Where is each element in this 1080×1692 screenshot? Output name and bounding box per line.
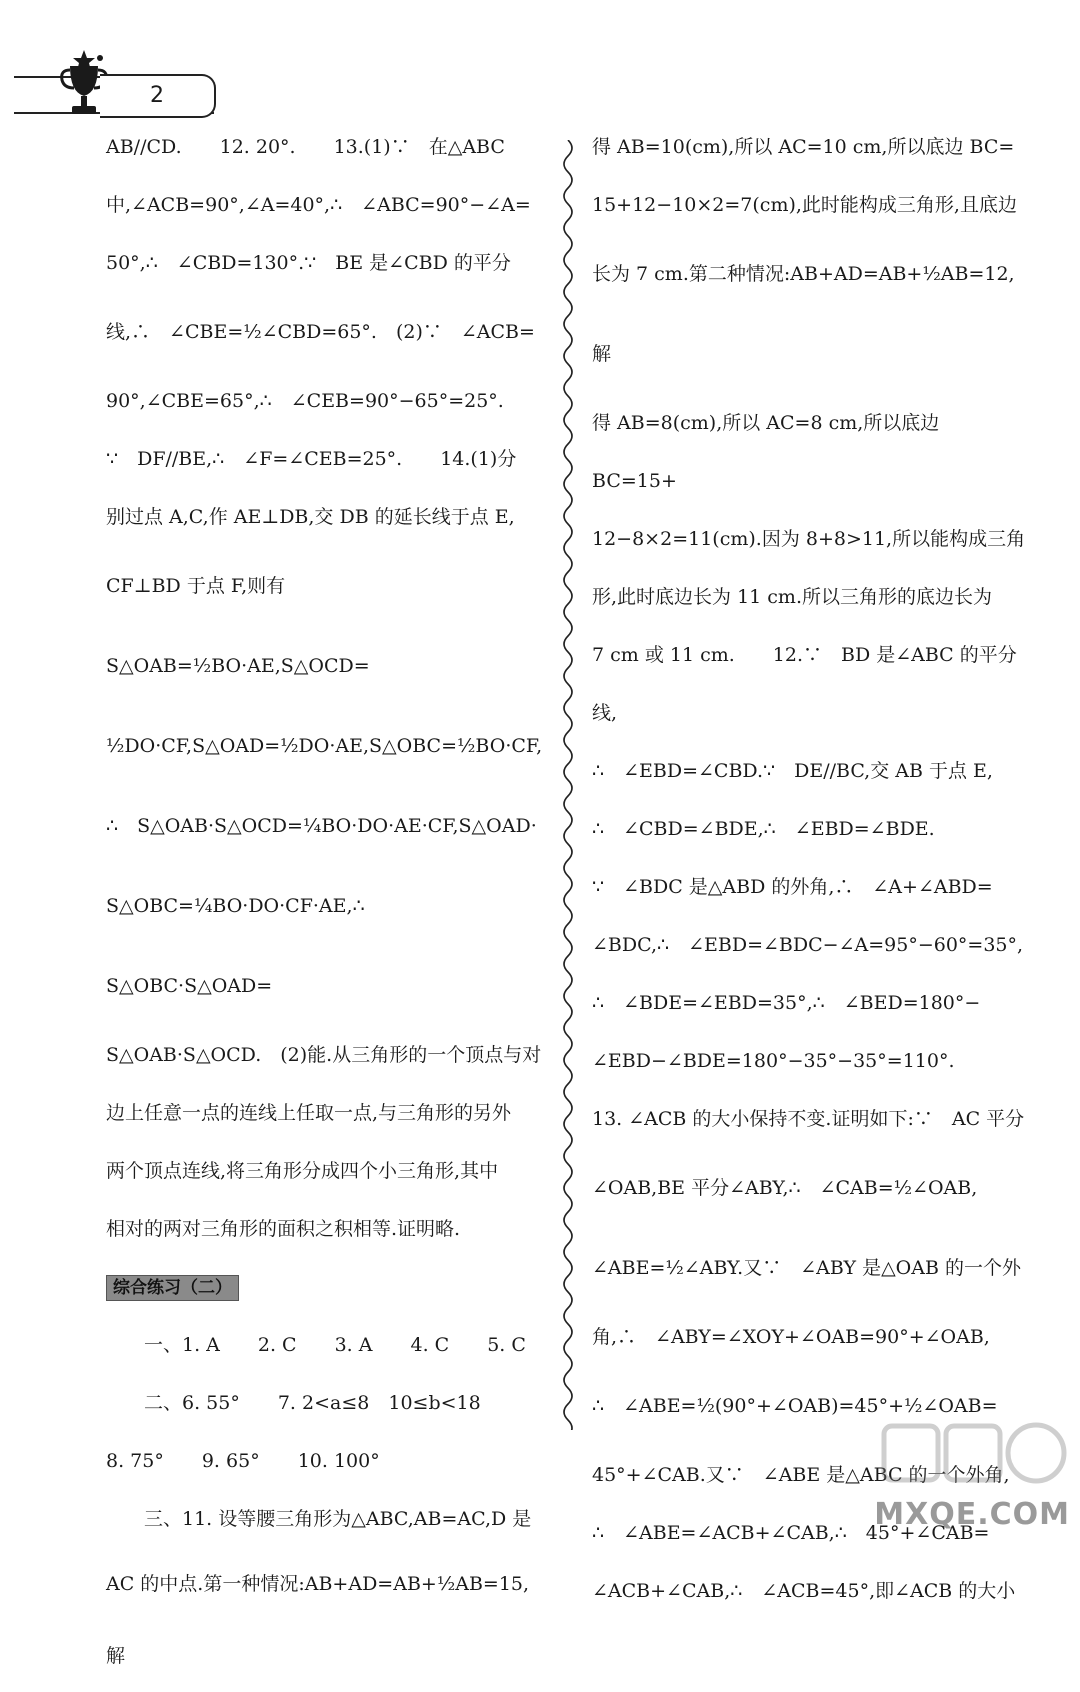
text-line: ∴ ∠ABE=½(90°+∠OAB)=45°+½∠OAB= (592, 1395, 998, 1417)
text-line: ∴ ∠EBD=∠CBD.∵ DE//BC,交 AB 于点 E, (592, 760, 993, 782)
text-line: CF⊥BD 于点 F,则有 S△OAB=½BO·AE,S△OCD= (106, 575, 370, 677)
text-line: ∠ABE=½∠ABY.又∵ ∠ABY 是△OAB 的一个外 (592, 1257, 1021, 1279)
answer-line: 二、6. 55° 7. 2<a≤8 10≤b<18 (106, 1392, 481, 1414)
text-line: ∴ ∠CBD=∠BDE,∴ ∠EBD=∠BDE. (592, 818, 935, 840)
text-line: ∵ DF//BE,∴ ∠F=∠CEB=25°. 14.(1)分 (106, 448, 517, 470)
text-line: AB//CD. 12. 20°. 13.(1)∵ 在△ABC (106, 136, 505, 158)
section-badge: 综合练习（二） (106, 1275, 239, 1301)
text-line: 长为 7 cm.第二种情况:AB+AD=AB+½AB=12,解 (592, 263, 1015, 365)
text-line: 角,∴ ∠ABY=∠XOY+∠OAB=90°+∠OAB, (592, 1326, 990, 1348)
text-line: ∠OAB,BE 平分∠ABY,∴ ∠CAB=½∠OAB, (592, 1177, 978, 1199)
text-line: 45°+∠CAB.又∵ ∠ABE 是△ABC 的一个外角, (592, 1464, 1010, 1486)
watermark-text: MXQE.COM (874, 1497, 1070, 1532)
text-line: ∠EBD−∠BDE=180°−35°−35°=110°. (592, 1050, 955, 1072)
left-column (106, 118, 542, 1692)
text-line: 三、11. 设等腰三角形为△ABC,AB=AC,D 是 (106, 1508, 532, 1530)
answer-line: 一、1. A 2. C 3. A 4. C 5. C (106, 1334, 526, 1356)
text-line: ∴ ∠BDE=∠EBD=35°,∴ ∠BED=180°− (592, 992, 981, 1014)
text-line: 中,∠ACB=90°,∠A=40°,∴ ∠ABC=90°−∠A= (106, 194, 531, 216)
right-column (592, 118, 1028, 1620)
text-line: 50°,∴ ∠CBD=130°.∵ BE 是∠CBD 的平分 (106, 252, 511, 274)
text-line: 别过点 A,C,作 AE⊥DB,交 DB 的延长线于点 E, (106, 506, 515, 528)
text-line: ∵ ∠BDC 是△ABD 的外角,∴ ∠A+∠ABD= (592, 876, 993, 898)
column-divider (556, 140, 580, 1430)
text-line: S△OBC=¼BO·DO·CF·AE,∴ S△OBC·S△OAD= (106, 895, 384, 997)
text-line: 相对的两对三角形的面积之积相等.证明略. (106, 1218, 461, 1240)
text-line: 得 AB=10(cm),所以 AC=10 cm,所以底边 BC= (592, 136, 1015, 158)
text-line: 边上任意一点的连线上任取一点,与三角形的另外 (106, 1102, 512, 1124)
page-number: 2 (100, 74, 216, 118)
text-line: ½DO·CF,S△OAD=½DO·AE,S△OBC=½BO·CF, (106, 735, 543, 757)
text-line: 15+12−10×2=7(cm),此时能构成三角形,且底边 (592, 194, 1017, 216)
text-line: 形,此时底边长为 11 cm.所以三角形的底边长为 (592, 586, 992, 608)
text-line: 得 AB=8(cm),所以 AC=8 cm,所以底边 BC=15+ (592, 412, 940, 492)
text-line: 线,∴ ∠CBE=½∠CBD=65°. (2)∵ ∠ACB= (106, 321, 535, 343)
text-line: ∠ACB+∠CAB,∴ ∠ACB=45°,即∠ACB 的大小 (592, 1580, 1016, 1602)
text-line: 13. ∠ACB 的大小保持不变.证明如下:∵ AC 平分 (592, 1108, 1025, 1130)
section-title (106, 1258, 542, 1316)
answer-line: 8. 75° 9. 65° 10. 100° (106, 1450, 380, 1472)
text-line: 7 cm 或 11 cm. 12.∵ BD 是∠ABC 的平分线, (592, 644, 1017, 724)
text-line: 12−8×2=11(cm).因为 8+8>11,所以能构成三角 (592, 528, 1026, 550)
text-line: 90°,∠CBE=65°,∴ ∠CEB=90°−65°=25°. (106, 390, 504, 412)
text-line: S△OAB·S△OCD. (2)能.从三角形的一个顶点与对 (106, 1044, 542, 1066)
text-line: ∠BDC,∴ ∠EBD=∠BDC−∠A=95°−60°=35°, (592, 934, 1024, 956)
text-line: AC 的中点.第一种情况:AB+AD=AB+½AB=15,解 (106, 1573, 530, 1667)
text-line: 两个顶点连线,将三角形分成四个小三角形,其中 (106, 1160, 499, 1182)
text-line: ∴ S△OAB·S△OCD=¼BO·DO·AE·CF,S△OAD· (106, 815, 537, 837)
text-line: ∴ ∠ABE=∠ACB+∠CAB,∴ 45°+∠CAB= (592, 1522, 990, 1544)
